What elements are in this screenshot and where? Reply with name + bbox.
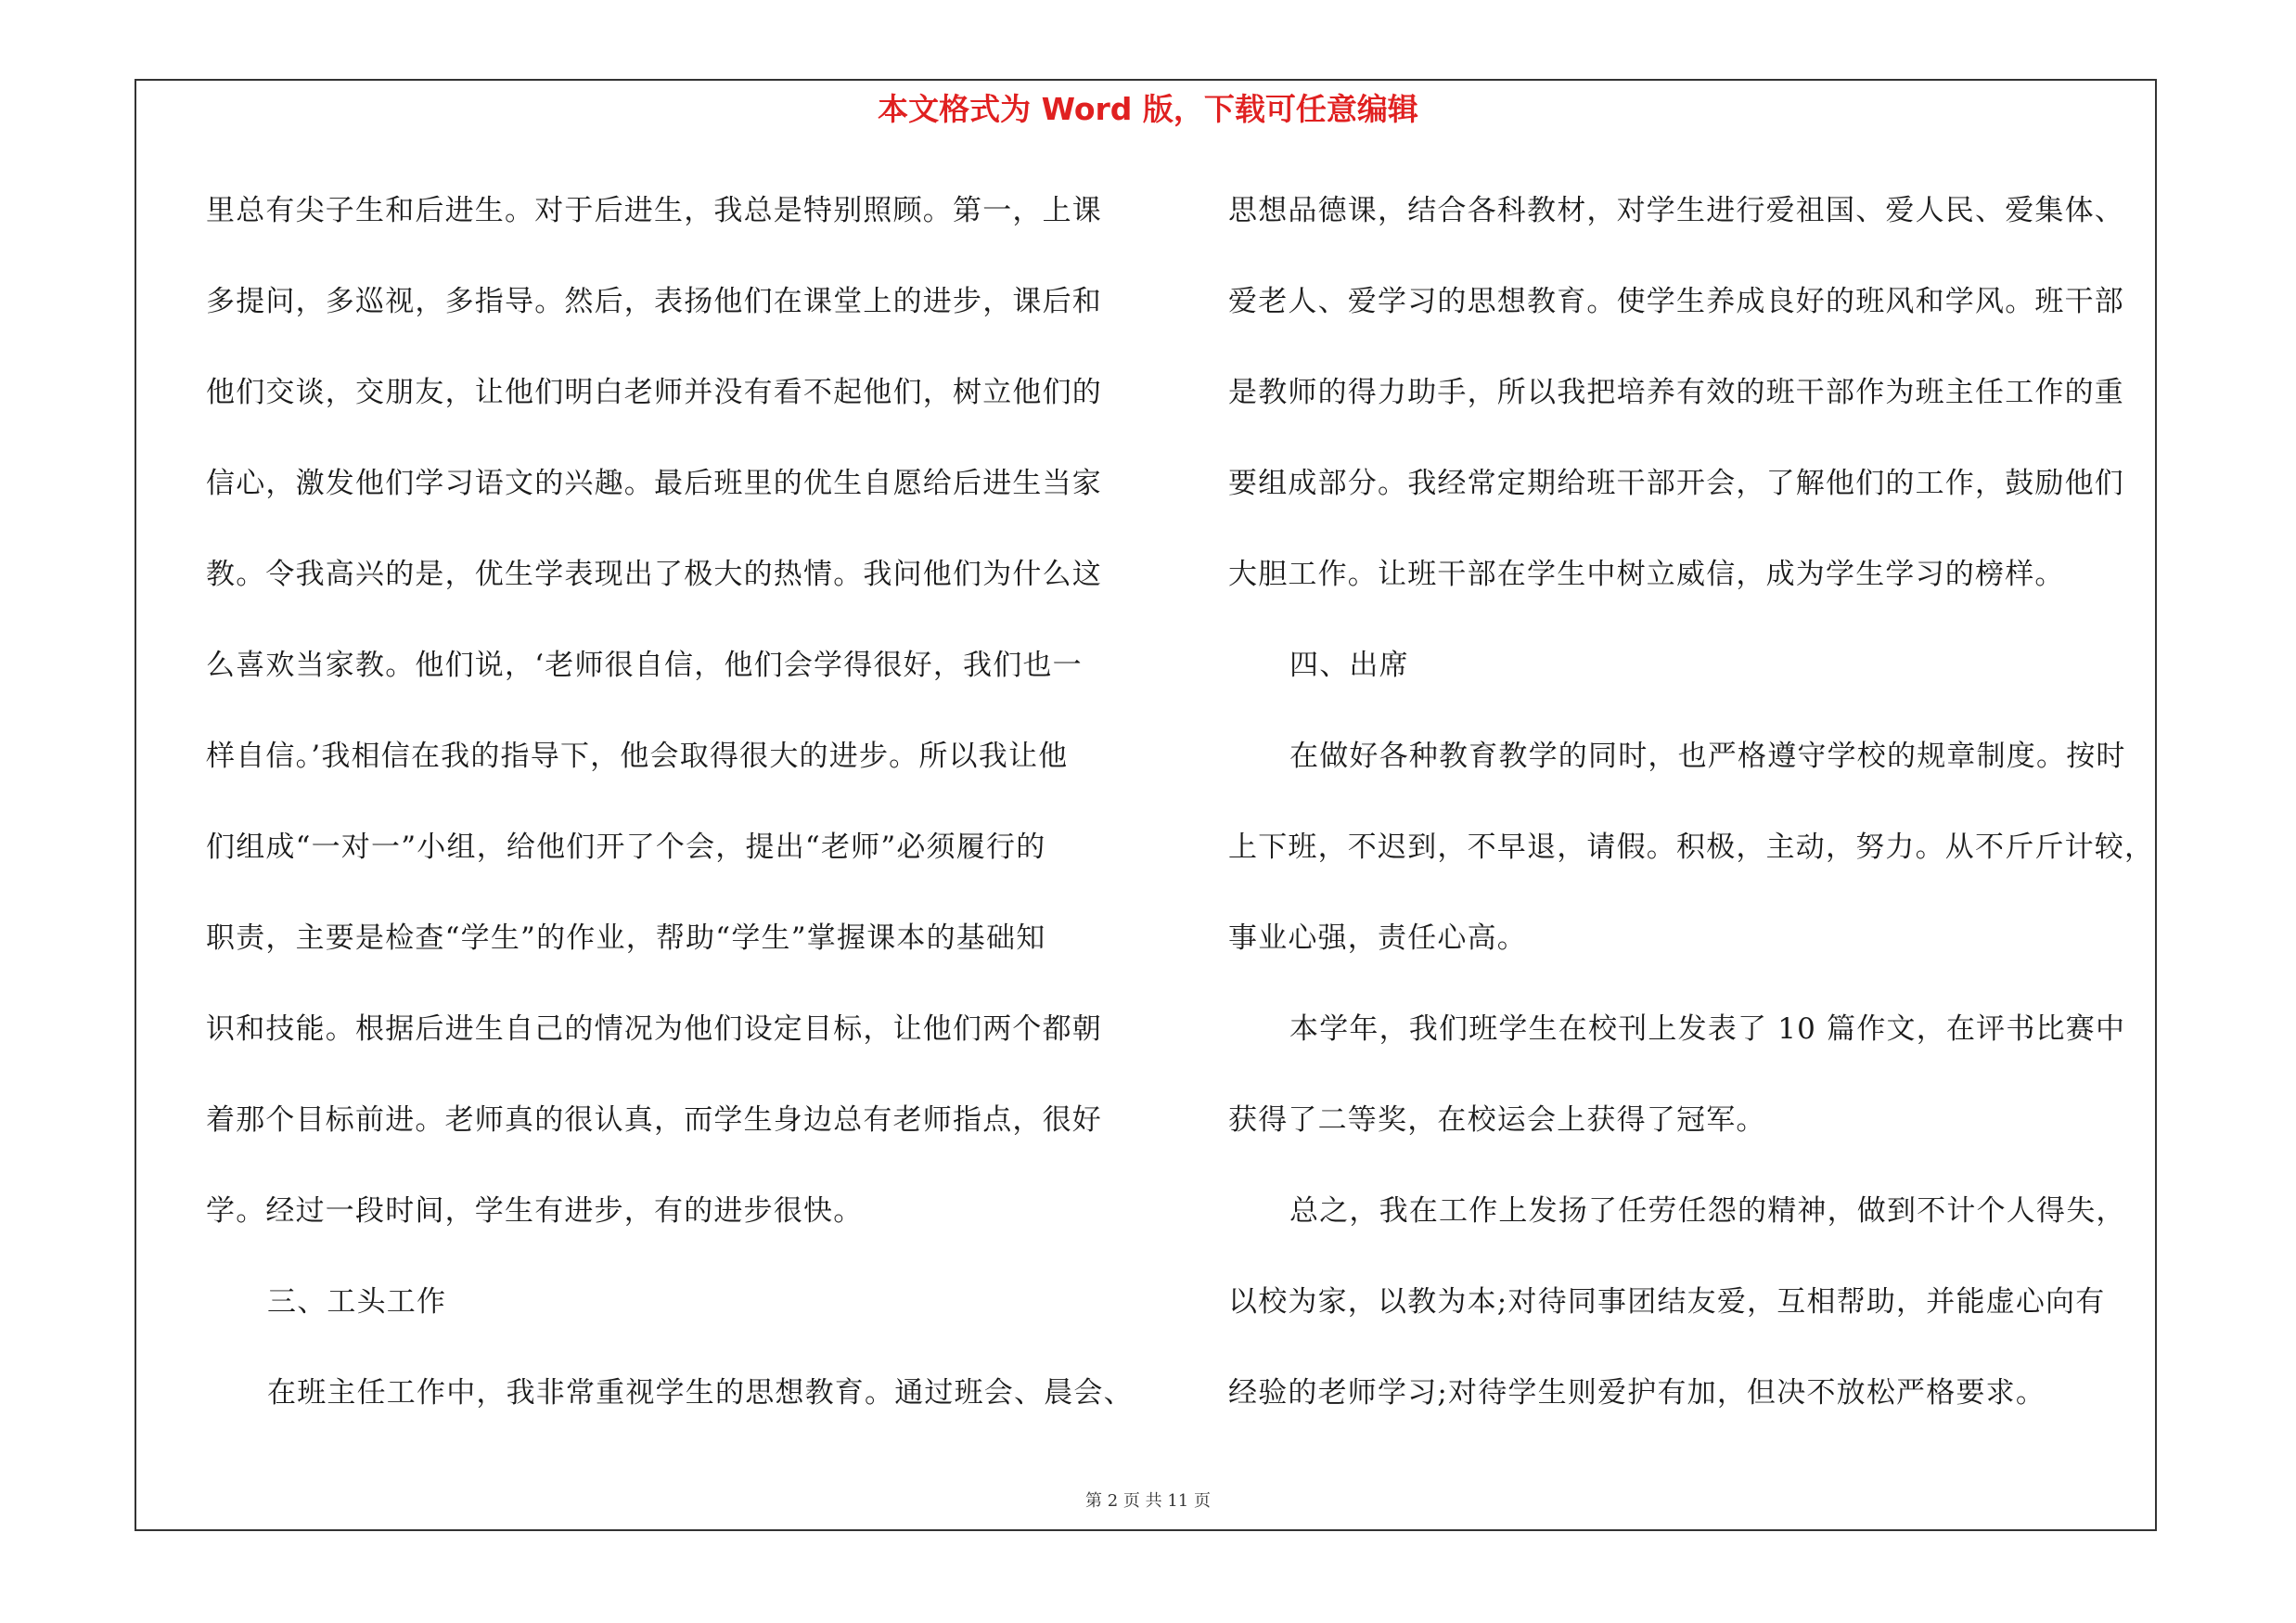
text-line: 职责，主要是检查“学生”的作业，帮助“学生”掌握课本的基础知 [206,921,1046,955]
page-number-footer: 第 2 页 共 11 页 [1085,1491,1211,1511]
text-line: 四、出席 [1289,649,1409,682]
text-line: 们组成“一对一”小组，给他们开了个会，提出“老师”必须履行的 [206,831,1046,864]
text-line: 以校为家，以教为本;对待同事团结友爱，互相帮助，并能虚心向有 [1228,1285,2106,1319]
text-line: 他们交谈，交朋友，让他们明白老师并没有看不起他们，树立他们的 [206,376,1102,409]
text-line: 思想品德课，结合各科教材，对学生进行爱祖国、爱人民、爱集体、 [1228,194,2124,227]
text-line: 信心，激发他们学习语文的兴趣。最后班里的优生自愿给后进生当家 [206,467,1102,500]
format-banner: 本文格式为 Word 版，下载可任意编辑 [878,91,1418,127]
left-text-column [206,184,1138,1457]
text-line: 识和技能。根据后进生自己的情况为他们设定目标，让他们两个都朝 [206,1012,1102,1046]
text-line: 多提问，多巡视，多指导。然后，表扬他们在课堂上的进步，课后和 [206,285,1102,318]
text-line: 在班主任工作中，我非常重视学生的思想教育。通过班会、晨会、 [267,1376,1134,1410]
text-line: 学。经过一段时间，学生有进步，有的进步很快。 [206,1194,864,1228]
text-line: 本学年，我们班学生在校刊上发表了 10 篇作文，在评书比赛中 [1289,1012,2126,1046]
text-line: 要组成部分。我经常定期给班干部开会，了解他们的工作，鼓励他们 [1228,467,2124,500]
text-line: 获得了二等奖，在校运会上获得了冠军。 [1228,1103,1766,1137]
text-line: 上下班，不迟到，不早退，请假。积极，主动，努力。从不斤斤计较， [1228,831,2155,864]
text-line: 爱老人、爱学习的思想教育。使学生养成良好的班风和学风。班干部 [1228,285,2124,318]
text-line: 教。令我高兴的是，优生学表现出了极大的热情。我问他们为什么这 [206,558,1102,591]
text-line: 里总有尖子生和后进生。对于后进生，我总是特别照顾。第一，上课 [206,194,1102,227]
text-line: 是教师的得力助手，所以我把培养有效的班干部作为班主任工作的重 [1228,376,2124,409]
text-line: 大胆工作。让班干部在学生中树立威信，成为学生学习的榜样。 [1228,558,2065,591]
text-line: 经验的老师学习;对待学生则爱护有加，但决不放松严格要求。 [1228,1376,2046,1410]
text-line: 在做好各种教育教学的同时，也严格遵守学校的规章制度。按时 [1289,740,2126,773]
text-line: 三、工头工作 [267,1285,447,1319]
text-line: 着那个目标前进。老师真的很认真，而学生身边总有老师指点，很好 [206,1103,1102,1137]
right-text-column [1228,184,2161,1457]
text-line: 样自信。’我相信在我的指导下，他会取得很大的进步。所以我让他 [206,740,1069,773]
text-line: 事业心强，责任心高。 [1228,921,1527,955]
text-line: 总之，我在工作上发扬了任劳任怨的精神，做到不计个人得失， [1289,1194,2126,1228]
text-line: 么喜欢当家教。他们说，‘老师很自信，他们会学得很好，我们也一 [206,649,1083,682]
